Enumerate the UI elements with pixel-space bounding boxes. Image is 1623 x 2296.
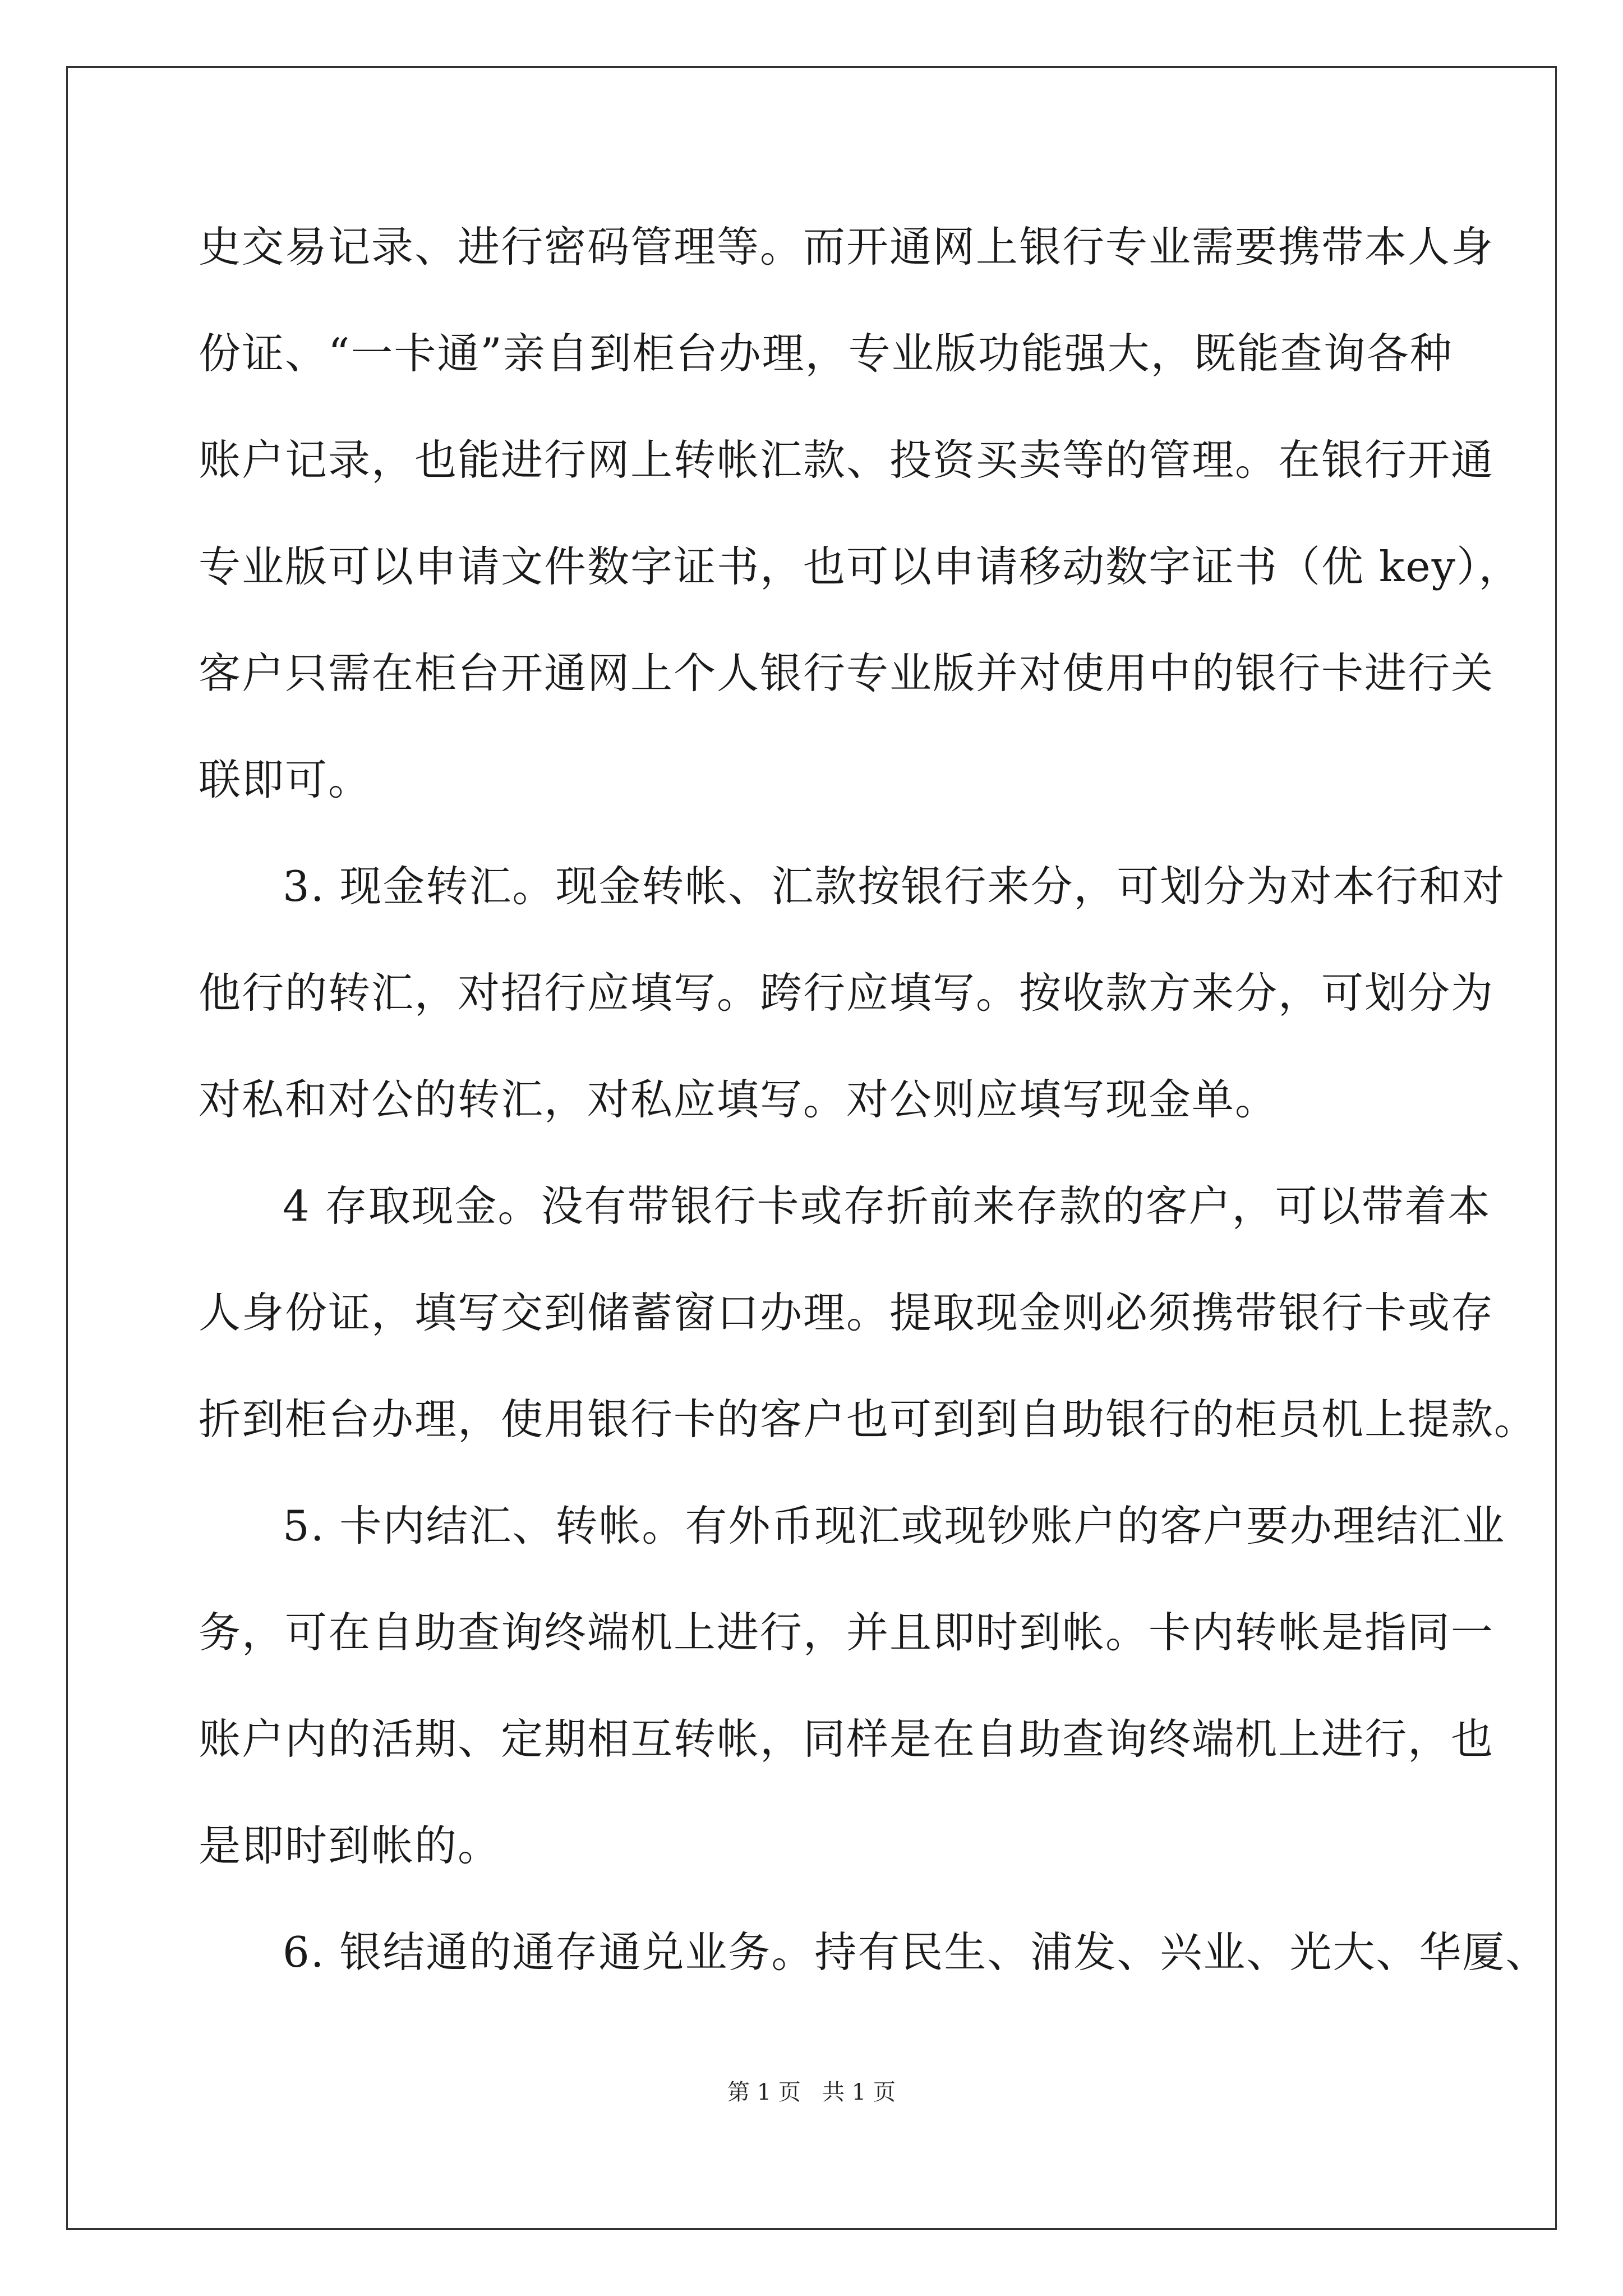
text-line: 客户只需在柜台开通网上个人银行专业版并对使用中的银行卡进行关 xyxy=(199,648,1495,698)
text-line: 他行的转汇，对招行应填写。跨行应填写。按收款方来分，可划分为 xyxy=(199,968,1495,1018)
text-line: 专业版可以申请文件数字证书，也可以申请移动数字证书（优 key）， xyxy=(199,542,1522,591)
paragraph-start-line: 5. 卡内结汇、转帐。有外币现汇或现钞账户的客户要办理结汇业 xyxy=(283,1501,1506,1550)
paragraph-start-line: 6. 银结通的通存通兑业务。持有民生、浦发、兴业、光大、华厦、 xyxy=(283,1927,1549,1977)
text-line: 账户内的活期、定期相互转帐，同样是在自助查询终端机上进行，也 xyxy=(199,1714,1495,1764)
text-line: 联即可。 xyxy=(199,755,372,804)
text-line: 对私和对公的转汇，对私应填写。对公则应填写现金单。 xyxy=(199,1075,1279,1124)
text-line: 人身份证，填写交到储蓄窗口办理。提取现金则必须携带银行卡或存 xyxy=(199,1288,1495,1337)
paragraph-start-line: 3. 现金转汇。现金转帐、汇款按银行来分，可划分为对本行和对 xyxy=(283,862,1506,911)
page-footer: 第 1 页 共 1 页 xyxy=(727,2079,896,2105)
text-line: 务，可在自助查询终端机上进行，并且即时到帐。卡内转帐是指同一 xyxy=(199,1608,1495,1657)
text-line: 折到柜台办理，使用银行卡的客户也可到到自助银行的柜员机上提款。 xyxy=(199,1395,1538,1444)
text-line: 是即时到帐的。 xyxy=(199,1821,501,1870)
paragraph-start-line: 4 存取现金。没有带银行卡或存折前来存款的客户，可以带着本 xyxy=(283,1181,1491,1231)
text-line: 份证、“一卡通”亲自到柜台办理，专业版功能强大，既能查询各种 xyxy=(199,329,1453,378)
text-line: 史交易记录、进行密码管理等。而开通网上银行专业需要携带本人身 xyxy=(199,222,1495,272)
text-line: 账户记录，也能进行网上转帐汇款、投资买卖等的管理。在银行开通 xyxy=(199,435,1495,485)
document-body xyxy=(199,213,1549,2025)
